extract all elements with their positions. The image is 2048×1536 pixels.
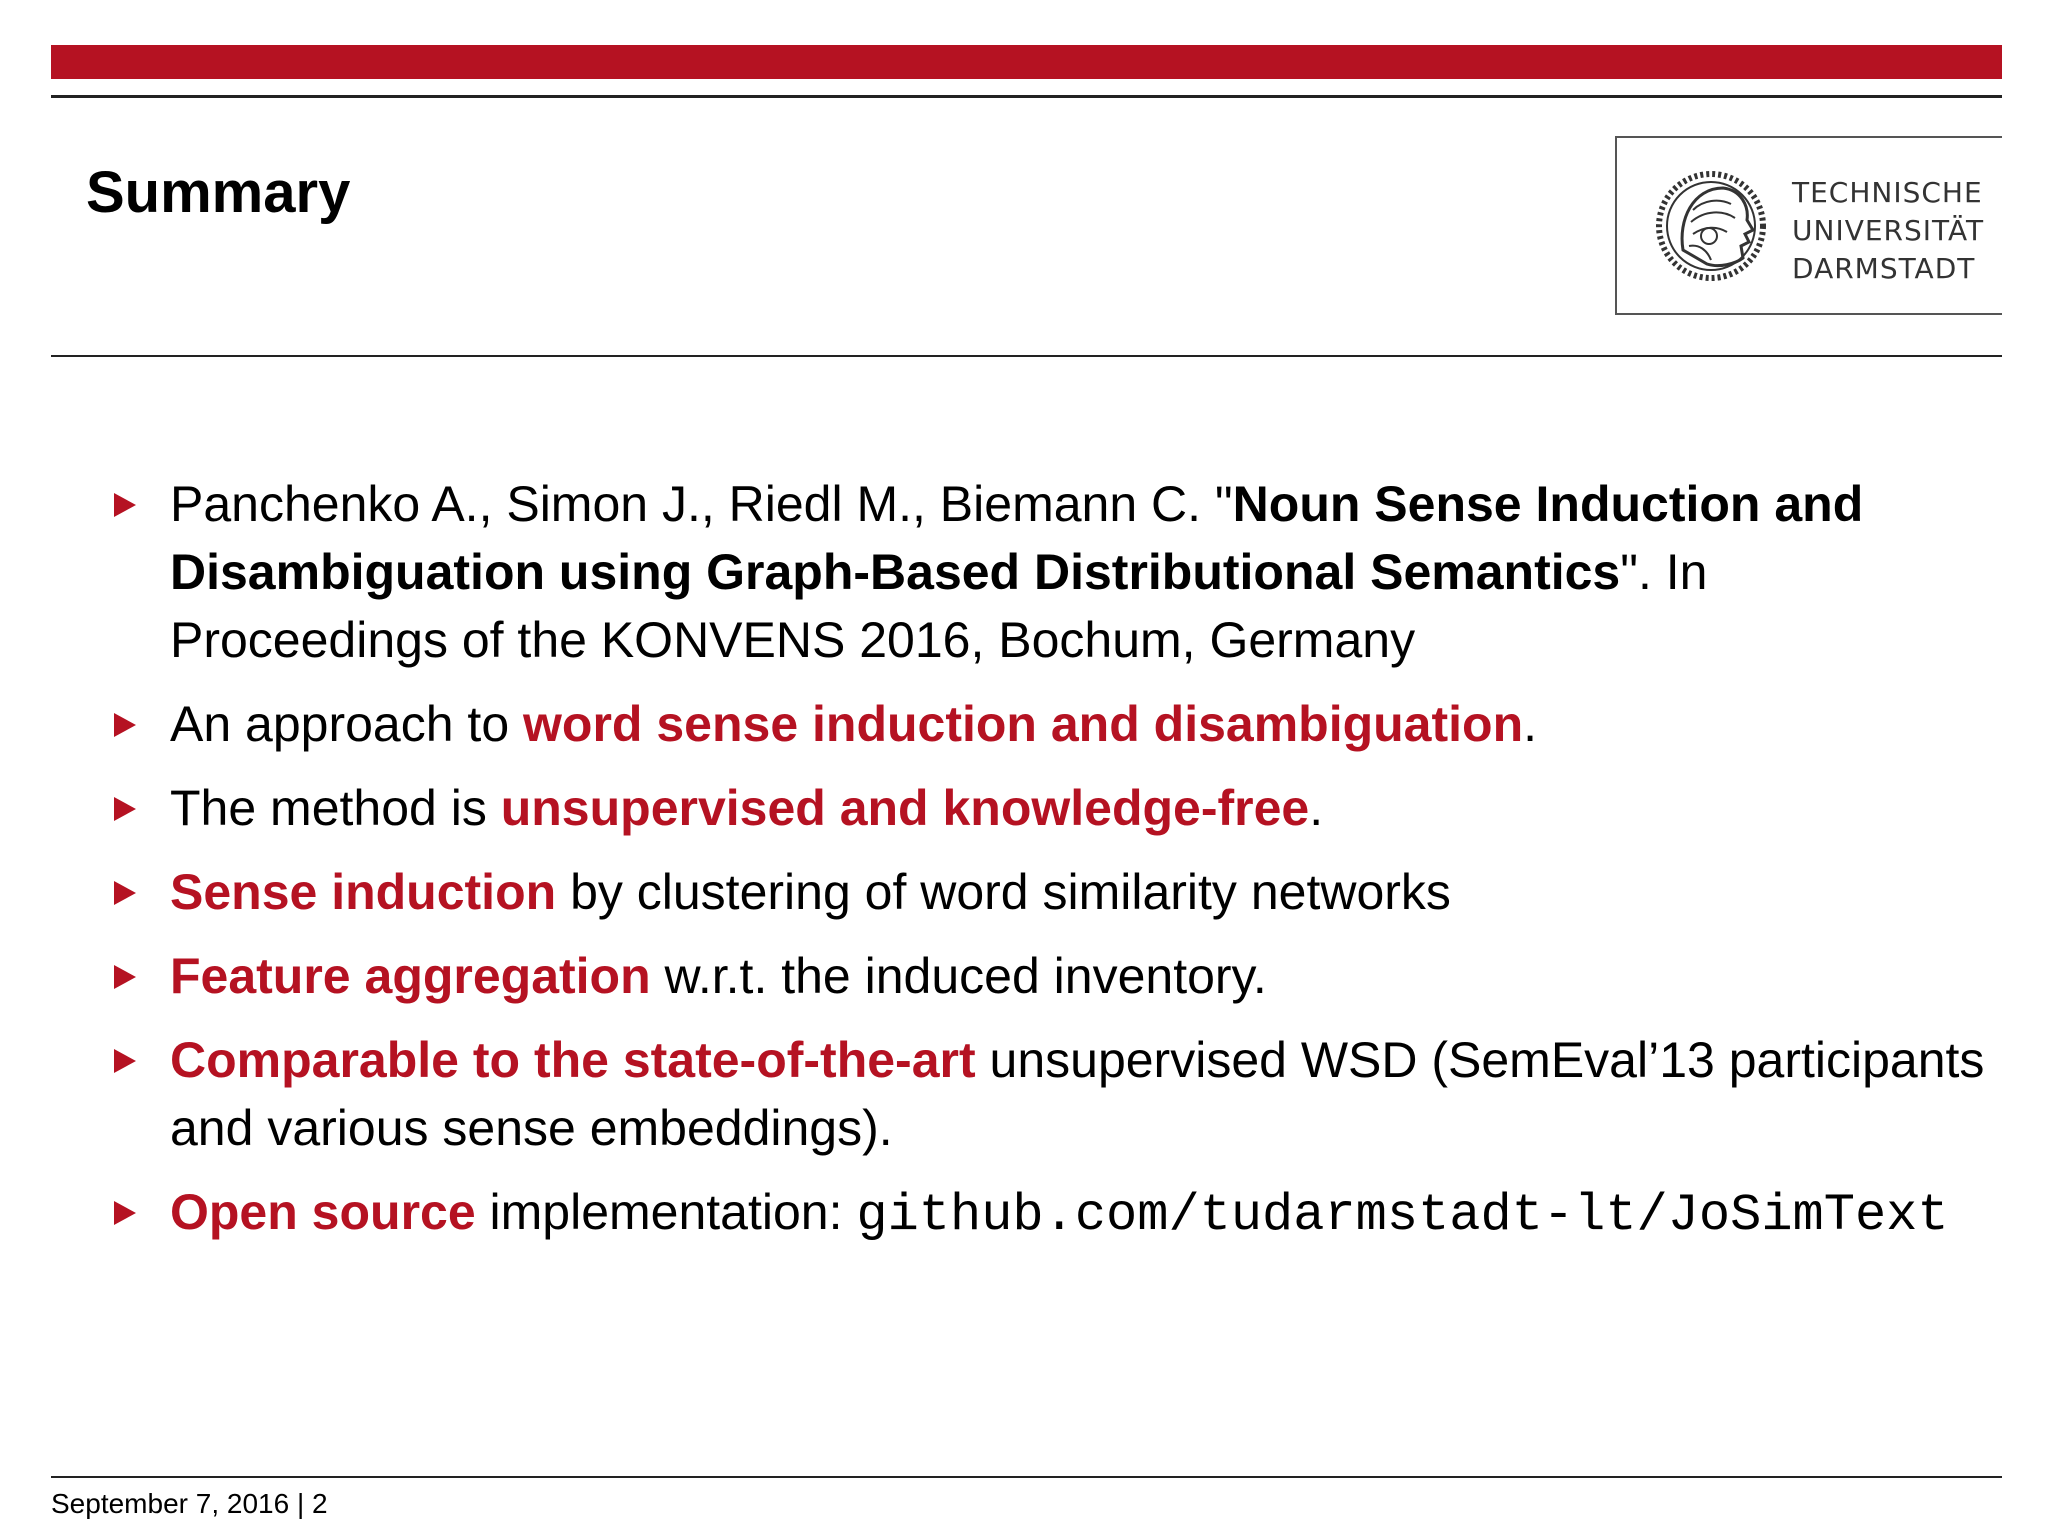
bullet-sense-induction <box>110 858 1990 926</box>
university-logo <box>1615 136 2002 315</box>
bullet-text: . <box>1523 696 1538 752</box>
header-accent-bar <box>51 45 2002 79</box>
bullet-highlight: Sense induction <box>170 864 557 920</box>
citation-venue: ". In Proceedings of the KONVENS 2016, Bochum, Germany <box>170 544 1708 668</box>
github-repo-link[interactable]: github.com/tudarmstadt-lt/JoSimText <box>856 1186 1949 1245</box>
bullet-text: w.r.t. the induced inventory. <box>650 948 1267 1004</box>
footer-rule <box>51 1476 2002 1478</box>
bullet-comparable <box>110 1026 1990 1162</box>
bullet-arrow-icon <box>114 797 136 821</box>
slide-footer <box>51 1488 328 1520</box>
logo-line-1: TECHNISCHE <box>1792 176 1983 209</box>
bullet-method <box>110 774 1990 842</box>
footer-date: September 7, 2016 <box>51 1488 290 1519</box>
bullet-highlight: unsupervised and knowledge-free <box>500 780 1310 836</box>
bullet-arrow-icon <box>114 1201 136 1225</box>
bullet-arrow-icon <box>114 713 136 737</box>
citation-authors: Panchenko A., Simon J., Riedl M., Biemann C. " <box>170 476 1233 532</box>
logo-line-3: DARMSTADT <box>1792 252 1976 285</box>
bullet-highlight: Feature aggregation <box>170 948 651 1004</box>
bullet-highlight: word sense induction and disambiguation <box>523 696 1524 752</box>
summary-bullet-list <box>110 470 1990 1266</box>
slide-title: Summary <box>86 159 351 225</box>
bullet-arrow-icon <box>114 965 136 989</box>
footer-page-number: 2 <box>312 1488 328 1519</box>
bullet-text: An approach to <box>170 696 524 752</box>
university-name <box>1792 174 2002 288</box>
bullet-citation <box>110 470 1990 674</box>
logo-line-2: UNIVERSITÄT <box>1792 214 1985 247</box>
bullet-arrow-icon <box>114 881 136 905</box>
bullet-approach <box>110 690 1990 758</box>
bullet-arrow-icon <box>114 493 136 517</box>
bullet-highlight: Comparable to the state-of-the-art <box>170 1032 976 1088</box>
bullet-text: . <box>1309 780 1324 836</box>
bullet-text: implementation: <box>475 1184 857 1240</box>
header-top-rule <box>51 95 2002 98</box>
footer-separator: | <box>296 1488 305 1519</box>
bullet-feature-aggregation <box>110 942 1990 1010</box>
bullet-text: The method is <box>170 780 501 836</box>
bullet-text: unsupervised WSD (SemEval’13 participants and various sense embeddings). <box>170 1032 1985 1156</box>
citation-paper-title: Noun Sense Induction and Disambiguation using Graph-Based Distributional Semantics <box>170 476 1864 600</box>
bullet-text: by clustering of word similarity networks <box>556 864 1451 920</box>
athena-seal-icon <box>1653 160 1769 292</box>
header-bottom-rule <box>51 355 2002 357</box>
bullet-open-source <box>110 1178 1990 1250</box>
bullet-arrow-icon <box>114 1049 136 1073</box>
bullet-highlight: Open source <box>170 1184 476 1240</box>
